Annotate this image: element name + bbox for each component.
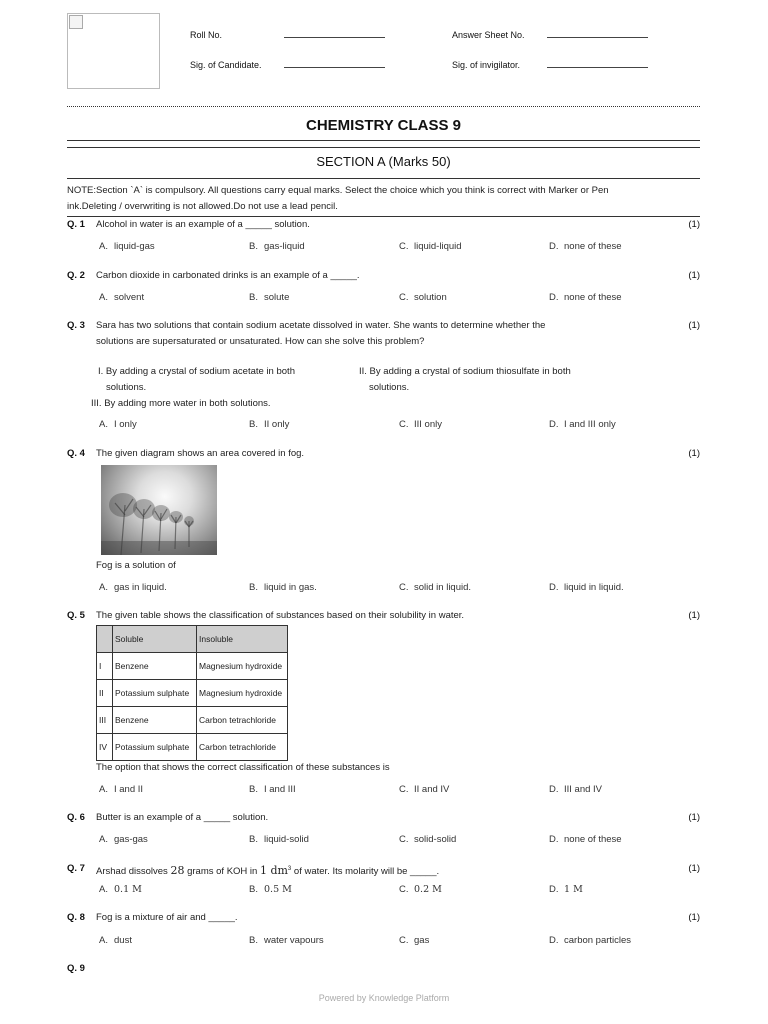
table-header-cell [97, 626, 113, 653]
math-value: 1 dm [259, 864, 288, 878]
fog-photo [101, 465, 217, 555]
question-number: Q. 3 [67, 320, 85, 331]
question-marks: (1) [688, 219, 700, 230]
table-cell: II [97, 680, 113, 707]
option-d[interactable]: D. III and IV [549, 784, 603, 795]
option-d[interactable]: D. none of these [549, 241, 622, 252]
table-cell: Magnesium hydroxide [197, 680, 288, 707]
solubility-table [96, 625, 288, 761]
question-number: Q. 8 [67, 912, 85, 923]
table-cell: I [97, 653, 113, 680]
option-d[interactable]: D. none of these [549, 292, 622, 303]
table-cell: Carbon tetrachloride [197, 734, 288, 761]
table-row [97, 680, 288, 707]
section-heading: SECTION A (Marks 50) [316, 154, 451, 169]
option-d[interactable]: D. liquid in liquid. [549, 582, 624, 593]
option-b[interactable]: B. gas-liquid [249, 241, 305, 252]
answer-sheet-line [547, 37, 648, 38]
table-row [97, 653, 288, 680]
option-b[interactable]: B. water vapours [249, 935, 324, 946]
question-marks: (1) [688, 270, 700, 281]
option-c[interactable]: C. liquid-liquid [399, 241, 462, 252]
instructions-note [67, 183, 667, 215]
option-c[interactable]: C. solution [399, 292, 447, 303]
option-c[interactable]: C. III only [399, 419, 442, 430]
question-text: Butter is an example of a _____ solution. [96, 812, 269, 823]
option-d[interactable]: D. none of these [549, 834, 622, 845]
answer-sheet-label: Answer Sheet No. [452, 30, 525, 40]
table-cell: Benzene [113, 653, 197, 680]
question-subtext: The option that shows the correct classification of these substances is [96, 762, 390, 773]
table-header-cell: Insoluble [197, 626, 288, 653]
note-line-2: ink.Deleting / overwriting is not allowed.Do not use a lead pencil. [67, 201, 338, 212]
statement-1: I. By adding a crystal of sodium acetate in both solutions. [98, 366, 295, 393]
option-a[interactable]: A. I only [99, 419, 137, 430]
sig-candidate-line [284, 67, 385, 68]
option-c[interactable]: C. 0.2 M [399, 884, 442, 895]
table-cell: Magnesium hydroxide [197, 653, 288, 680]
question-number: Q. 9 [67, 963, 85, 974]
question-marks: (1) [688, 912, 700, 923]
option-c[interactable]: C. solid-solid [399, 834, 457, 845]
table-row [97, 707, 288, 734]
question-marks: (1) [688, 448, 700, 459]
statement-2: II. By adding a crystal of sodium thiosulfate in both solutions. [359, 366, 571, 393]
question-text: Fog is a mixture of air and _____. [96, 912, 238, 923]
question-text: The given table shows the classification of substances based on their solubility in water. [96, 610, 465, 621]
option-d[interactable]: D. I and III only [549, 419, 616, 430]
section-rule-top [67, 147, 700, 148]
title-rule [67, 140, 700, 141]
table-cell: III [97, 707, 113, 734]
option-c[interactable]: C. gas [399, 935, 430, 946]
question-marks: (1) [688, 863, 700, 874]
question-number: Q. 2 [67, 270, 85, 281]
footer-credit: Powered by Knowledge Platform [318, 993, 450, 1003]
option-d[interactable]: D. carbon particles [549, 935, 632, 946]
option-a[interactable]: A. liquid-gas [99, 241, 155, 252]
option-b[interactable]: B. 0.5 M [249, 884, 292, 895]
option-a[interactable]: A. solvent [99, 292, 145, 303]
question-marks: (1) [688, 610, 700, 621]
sig-invigilator-label: Sig. of invigilator. [452, 60, 521, 70]
school-logo-placeholder [67, 13, 160, 89]
question-number: Q. 5 [67, 610, 85, 621]
table-cell: Carbon tetrachloride [197, 707, 288, 734]
note-line-1: NOTE:Section `A` is compulsory. All questions carry equal marks. Select the choice which you think is correct with Marker or Pen [67, 185, 609, 196]
question-text: Sara has two solutions that contain sodium acetate dissolved in water. She wants to determine whether the solutions are supersaturated or unsaturated. How can she solve this problem? [96, 320, 546, 347]
option-b[interactable]: B. I and III [249, 784, 296, 795]
roll-no-line [284, 37, 385, 38]
broken-image-icon [69, 15, 83, 29]
roll-no-label: Roll No. [190, 30, 223, 40]
table-header-row [97, 626, 288, 653]
table-cell: Potassium sulphate [113, 734, 197, 761]
question-number: Q. 4 [67, 448, 85, 459]
question-number: Q. 6 [67, 812, 85, 823]
option-b[interactable]: B. liquid in gas. [249, 582, 317, 593]
question-text: Alcohol in water is an example of a _____ solution. [96, 219, 310, 230]
sig-invigilator-line [547, 67, 648, 68]
table-cell: Potassium sulphate [113, 680, 197, 707]
question-number: Q. 1 [67, 219, 85, 230]
option-c[interactable]: C. solid in liquid. [399, 582, 472, 593]
question-subtext: Fog is a solution of [96, 560, 176, 571]
table-header-cell: Soluble [113, 626, 197, 653]
math-value: 28 [170, 864, 185, 878]
option-a[interactable]: A. gas in liquid. [99, 582, 167, 593]
table-cell: Benzene [113, 707, 197, 734]
question-marks: (1) [688, 812, 700, 823]
question-text: Arshad dissolves 28 grams of KOH in 1 $dm^3$ of water. Its molarity will be _____. [96, 864, 440, 878]
option-a[interactable]: A. gas-gas [99, 834, 148, 845]
section-rule-bottom [67, 178, 700, 179]
table-row [97, 734, 288, 761]
question-text: The given diagram shows an area covered in fog. [96, 448, 305, 459]
option-a[interactable]: A. dust [99, 935, 132, 946]
cut-line-divider [67, 106, 700, 107]
option-b[interactable]: B. solute [249, 292, 290, 303]
question-number: Q. 7 [67, 863, 85, 874]
option-b[interactable]: B. II only [249, 419, 290, 430]
option-c[interactable]: C. II and IV [399, 784, 450, 795]
option-d[interactable]: D. 1 M [549, 884, 583, 895]
option-b[interactable]: B. liquid-solid [249, 834, 309, 845]
question-text: Carbon dioxide in carbonated drinks is an example of a _____. [96, 270, 360, 281]
option-a[interactable]: A. I and II [99, 784, 144, 795]
table-cell: IV [97, 734, 113, 761]
option-a[interactable]: A. 0.1 M [99, 884, 142, 895]
page-title: CHEMISTRY CLASS 9 [305, 117, 462, 134]
question-marks: (1) [688, 320, 700, 331]
statement-3: III. By adding more water in both solutions. [91, 398, 271, 409]
sig-candidate-label: Sig. of Candidate. [190, 60, 262, 70]
